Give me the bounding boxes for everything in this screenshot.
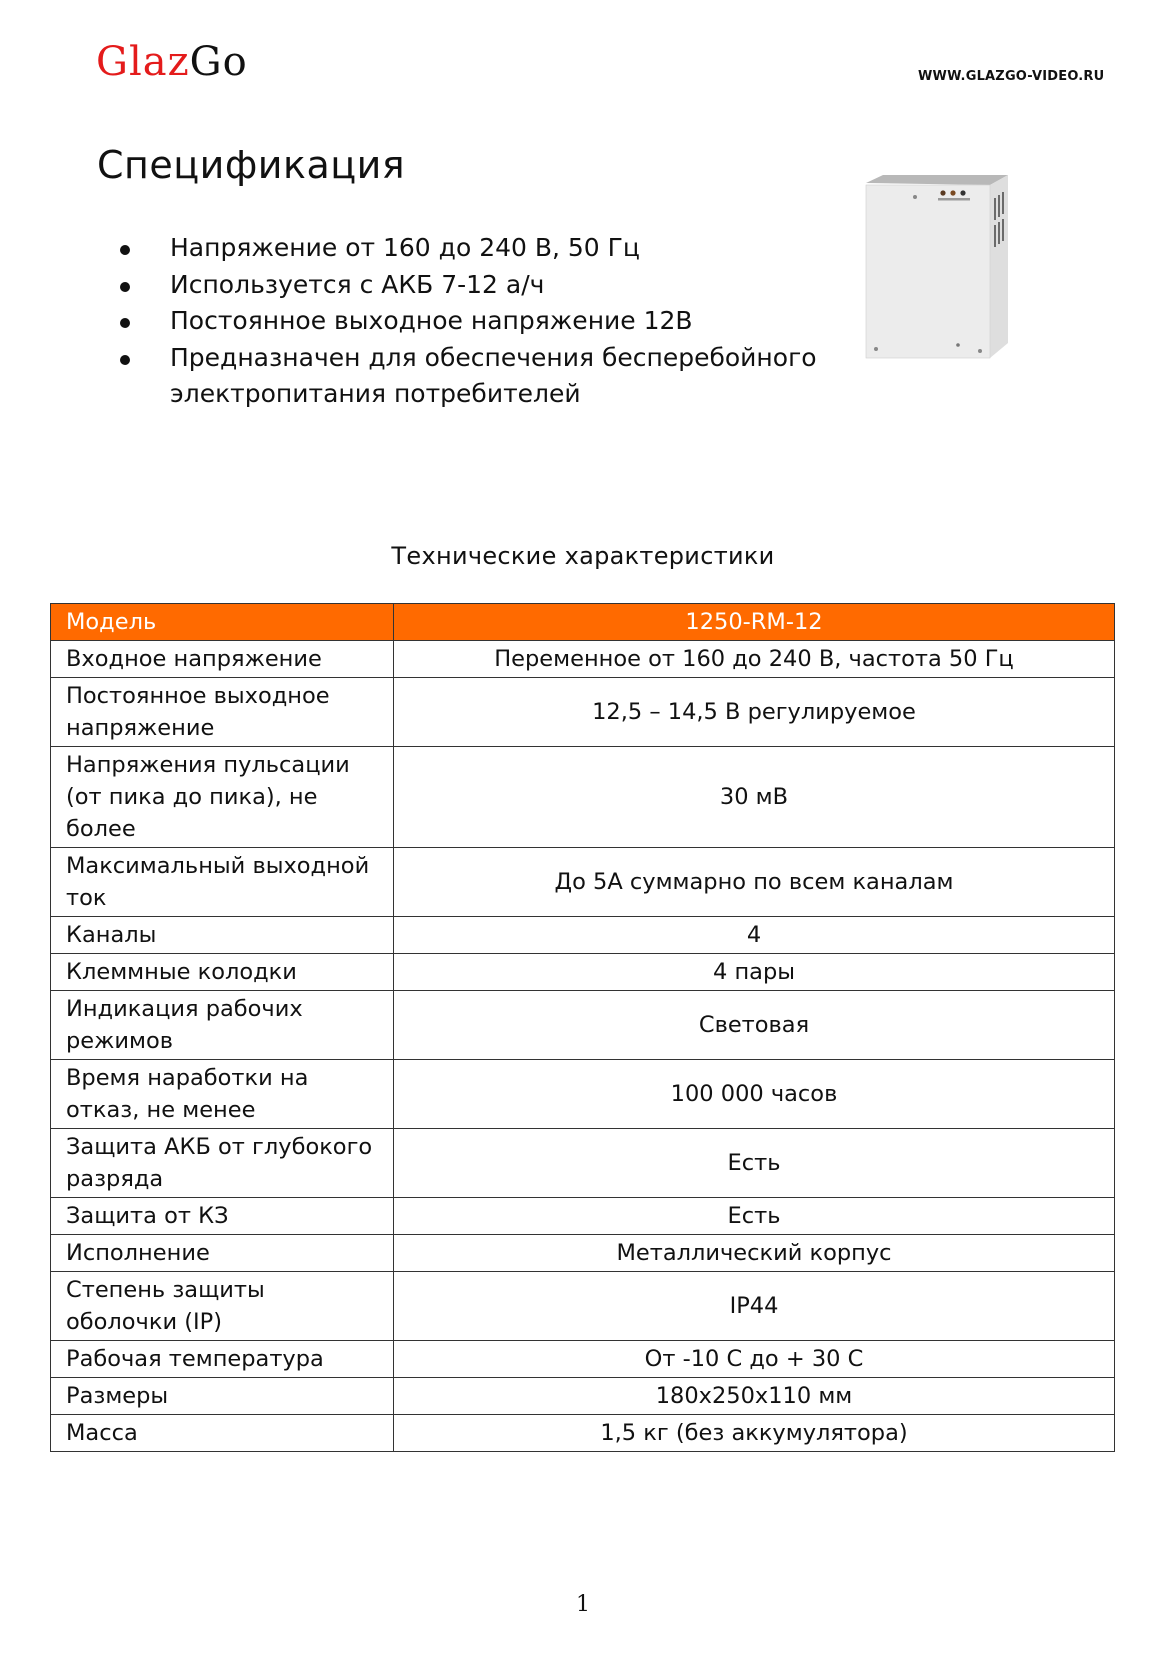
table-row [51,1272,1115,1341]
brand-badge [956,343,960,347]
row-key: Исполнение [51,1235,394,1272]
row-value: IP44 [394,1272,1115,1341]
row-value: Световая [394,991,1115,1060]
screw-icon [978,349,982,353]
logo-part-go: Go [189,39,248,85]
row-value: 180x250x110 мм [394,1378,1115,1415]
table-row [51,1235,1115,1272]
led-indicator-1 [940,190,945,195]
table-row [51,678,1115,747]
bullet-item [110,267,870,304]
bullet-icon [120,282,130,292]
table-row [51,641,1115,678]
header-key: Модель [51,604,394,641]
screw-icon [913,195,917,199]
box-top [866,175,1008,185]
bullet-item [110,230,870,267]
table-row [51,747,1115,848]
spec-bullet-list [110,230,870,413]
bullet-item [110,303,870,340]
bullet-item [110,340,870,413]
row-key: Рабочая температура [51,1341,394,1378]
row-key: Клеммные колодки [51,954,394,991]
table-row [51,991,1115,1060]
table-row [51,1060,1115,1129]
bullet-text: Используется с АКБ 7-12 а/ч [170,269,545,299]
page-title: Спецификация [97,143,406,187]
table-row [51,917,1115,954]
row-key: Размеры [51,1378,394,1415]
website-url: WWW.GLAZGO-VIDEO.RU [918,69,1105,84]
row-key: Входное напряжение [51,641,394,678]
row-key: Напряжения пульсации (от пика до пика), не более [51,747,394,848]
led-indicator-2 [950,190,955,195]
logo-part-glaz: Glaz [96,39,190,85]
table-row [51,1378,1115,1415]
screw-icon [874,347,878,351]
table-row [51,1198,1115,1235]
row-value: 12,5 – 14,5 В регулируемое [394,678,1115,747]
box-front [866,185,990,358]
row-key: Время наработки на отказ, не менее [51,1060,394,1129]
table-row [51,1129,1115,1198]
bullet-text: Постоянное выходное напряжение 12В [170,306,693,335]
row-key: Каналы [51,917,394,954]
led-label-strip [938,198,970,201]
row-key: Защита от КЗ [51,1198,394,1235]
led-indicator-3 [960,190,965,195]
row-value: Переменное от 160 до 240 В, частота 50 Гц [394,641,1115,678]
header-value: 1250-RM-12 [394,604,1115,641]
glazgo-logo [96,39,248,85]
row-value: Есть [394,1198,1115,1235]
row-key: Защита АКБ от глубокого разряда [51,1129,394,1198]
row-value: Есть [394,1129,1115,1198]
row-key: Максимальный выходной ток [51,848,394,917]
product-image [858,173,1010,363]
bullet-icon [120,355,130,365]
row-value: От -10 С до + 30 С [394,1341,1115,1378]
table-title: Технические характеристики [391,542,775,570]
table-row [51,1415,1115,1452]
spec-table [50,603,1115,1452]
row-value: Металлический корпус [394,1235,1115,1272]
table-header-row [51,604,1115,641]
row-value: 4 [394,917,1115,954]
bullet-text: Предназначен для обеспечения бесперебойного электропитания потребителей [170,342,817,408]
page-number: 1 [576,1592,590,1617]
table-row [51,1341,1115,1378]
row-value: 30 мВ [394,747,1115,848]
row-value: 100 000 часов [394,1060,1115,1129]
table-row [51,848,1115,917]
row-value: До 5А суммарно по всем каналам [394,848,1115,917]
row-key: Индикация рабочих режимов [51,991,394,1060]
table-row [51,954,1115,991]
row-value: 1,5 кг (без аккумулятора) [394,1415,1115,1452]
row-key: Постоянное выходное напряжение [51,678,394,747]
bullet-icon [120,318,130,328]
bullet-text: Напряжение от 160 до 240 В, 50 Гц [170,233,640,262]
bullet-icon [120,245,130,255]
row-key: Масса [51,1415,394,1452]
row-key: Степень защиты оболочки (IP) [51,1272,394,1341]
row-value: 4 пары [394,954,1115,991]
